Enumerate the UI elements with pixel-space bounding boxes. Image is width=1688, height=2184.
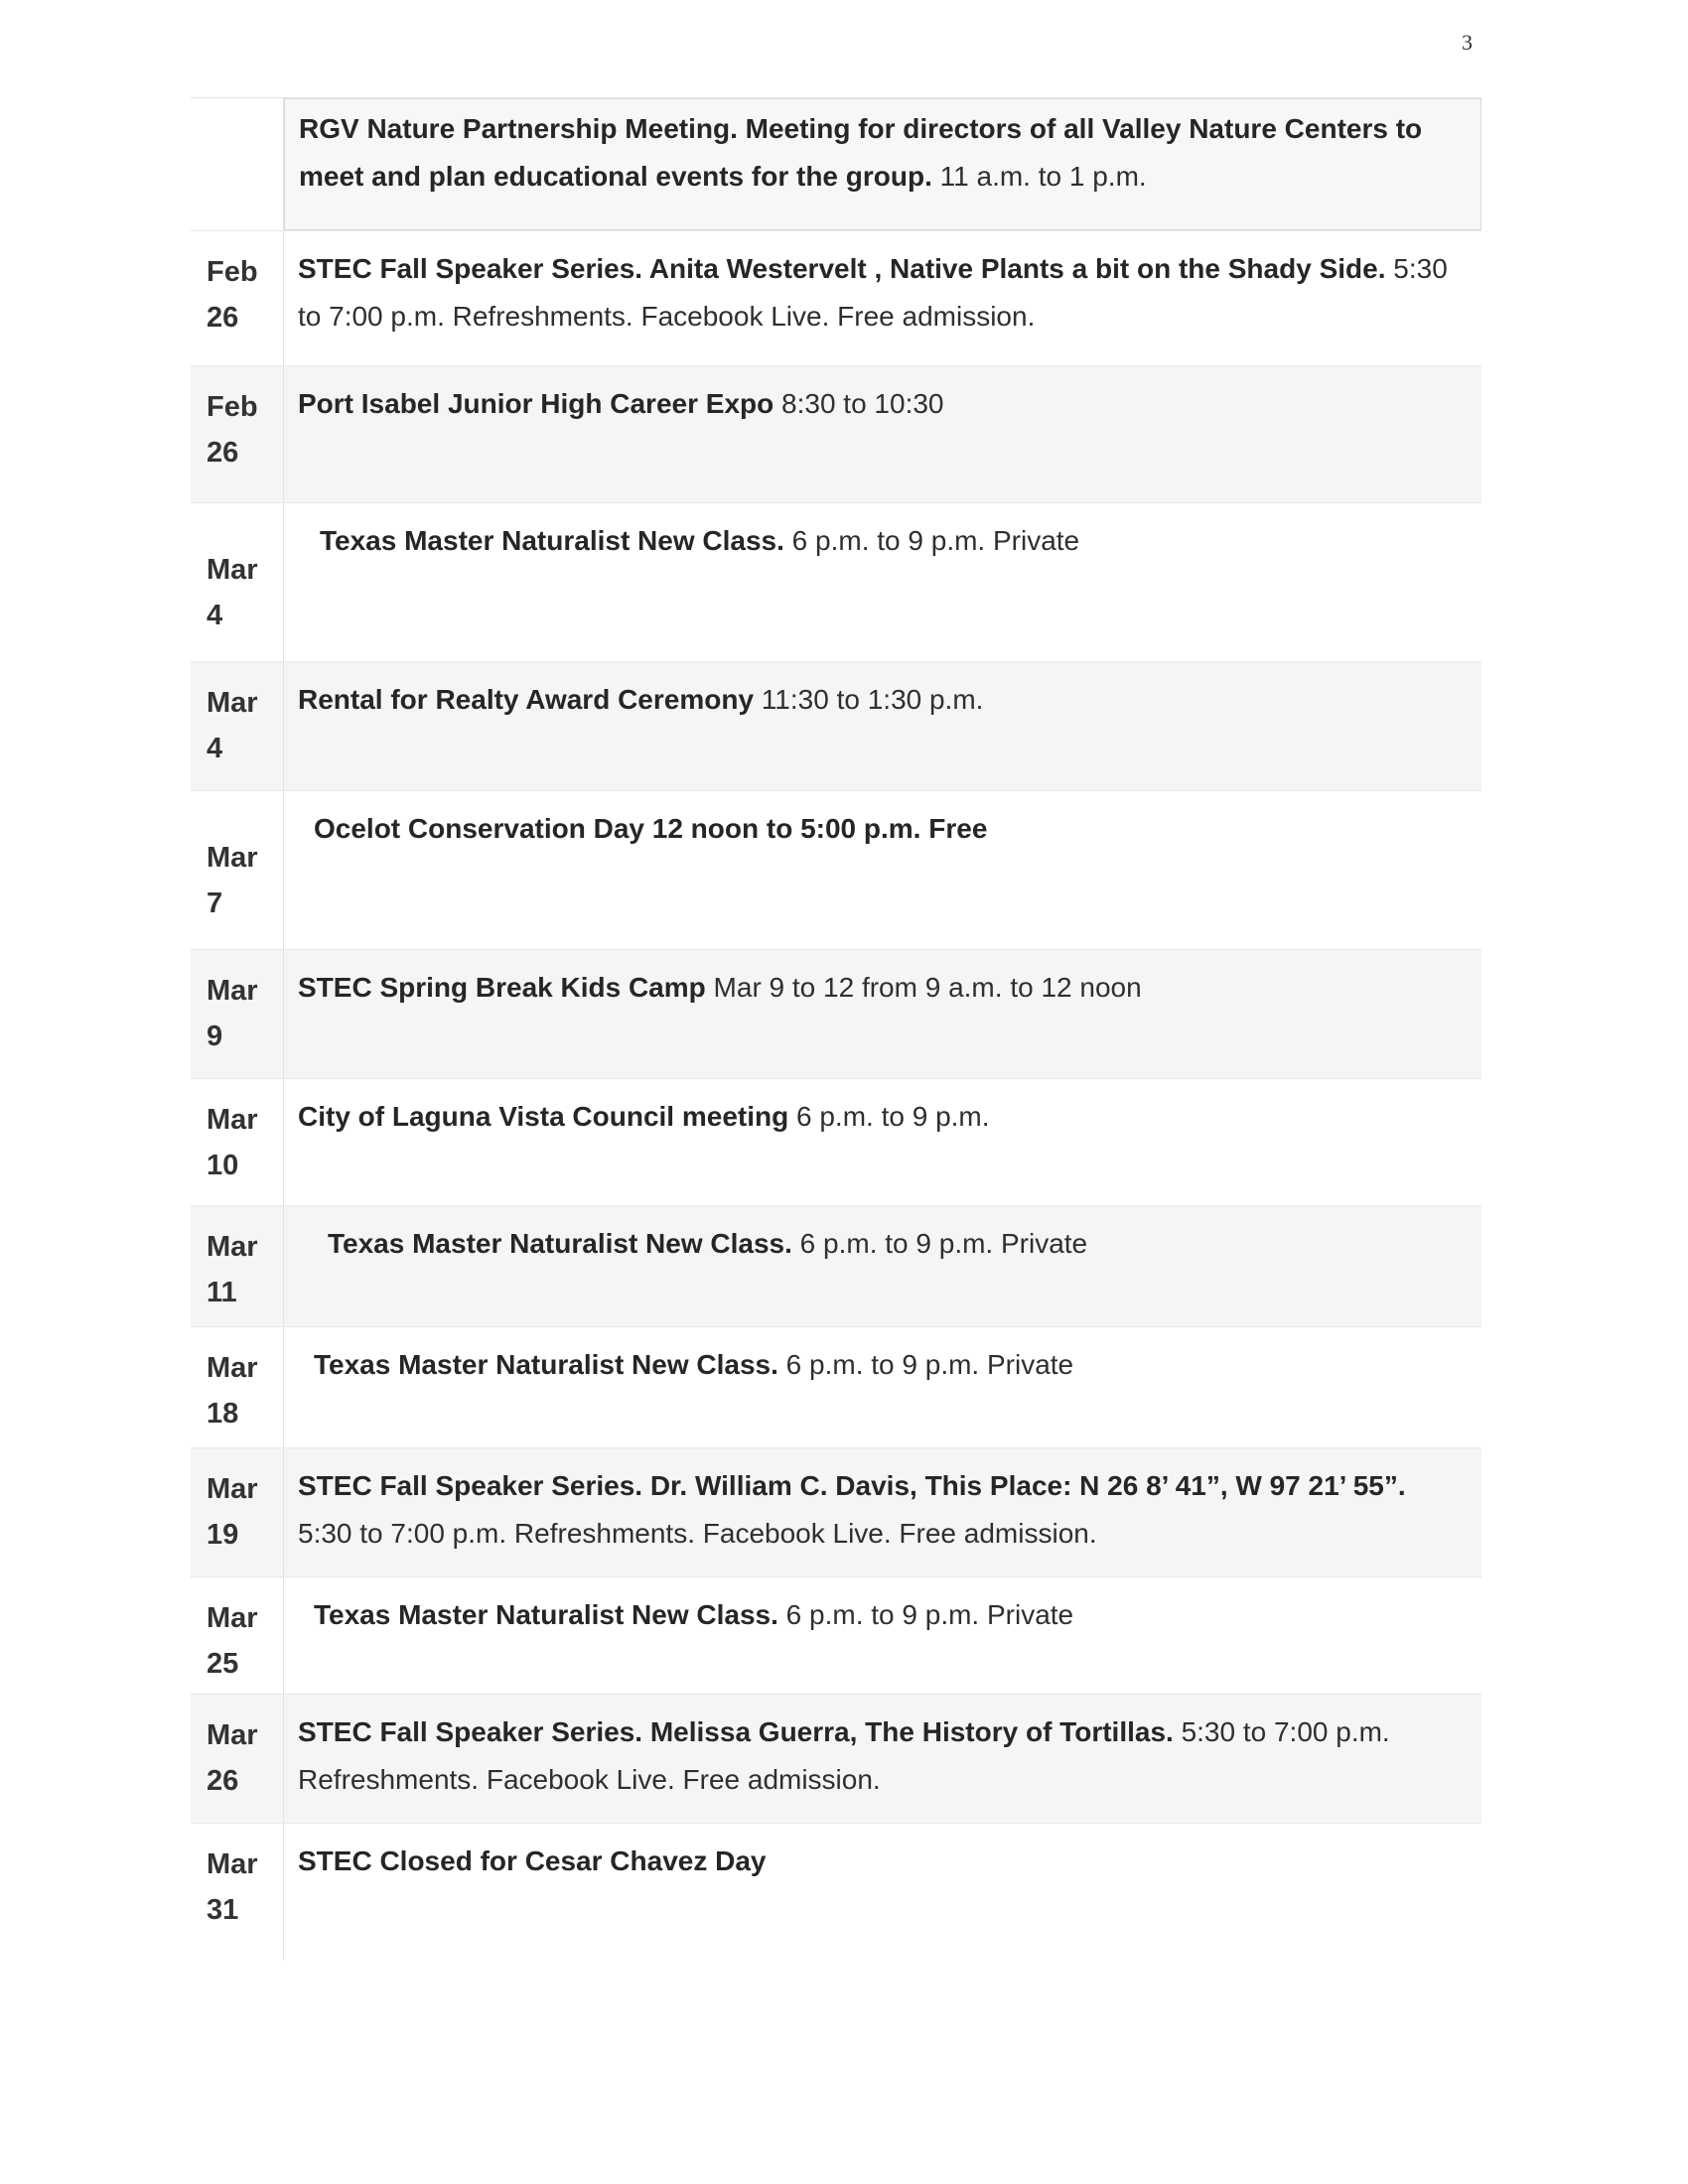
table-row	[191, 1206, 1481, 1327]
event-description	[284, 366, 1481, 502]
event-details: 6 p.m. to 9 p.m.	[788, 1101, 990, 1132]
date-cell	[191, 1079, 284, 1205]
event-description	[284, 1079, 1481, 1205]
event-month: Mar	[207, 1231, 258, 1263]
event-description	[284, 791, 1481, 949]
event-title: STEC Fall Speaker Series. Melissa Guerra, The History of Tortillas.	[298, 1716, 1174, 1747]
event-title: STEC Fall Speaker Series. Anita Westervelt , Native Plants a bit on the Shady Side.	[298, 253, 1386, 284]
event-month: Mar	[207, 1848, 258, 1880]
event-month: Mar	[207, 1602, 258, 1634]
event-title: Texas Master Naturalist New Class.	[314, 1349, 778, 1380]
table-row	[191, 1327, 1481, 1448]
table-row	[191, 1824, 1481, 1961]
event-schedule-table	[191, 97, 1481, 1961]
event-details: 6 p.m. to 9 p.m. Private	[783, 525, 1080, 556]
event-title: Port Isabel Junior High Career Expo	[298, 388, 774, 419]
event-details: 5:30 to 7:00 p.m. Refreshments. Facebook Live. Free admission.	[298, 1716, 1390, 1795]
table-row	[191, 662, 1481, 791]
date-cell	[191, 503, 284, 661]
event-title: Ocelot Conservation Day 12 noon to 5:00 p.m. Free	[314, 813, 988, 844]
table-row	[191, 98, 1481, 231]
event-title: Texas Master Naturalist New Class.	[314, 1599, 778, 1630]
event-month: Mar	[207, 842, 258, 874]
event-title: Rental for Realty Award Ceremony	[298, 684, 755, 715]
date-cell	[191, 1695, 284, 1823]
date-cell	[191, 1448, 284, 1576]
event-day: 26	[207, 437, 239, 469]
event-day: 26	[207, 1765, 239, 1797]
table-row	[191, 1448, 1481, 1577]
event-description	[284, 1577, 1481, 1694]
table-row	[191, 1079, 1481, 1206]
table-row	[191, 950, 1481, 1079]
table-row	[191, 1695, 1481, 1824]
date-cell	[191, 1824, 284, 1961]
event-title: STEC Spring Break Kids Camp	[298, 972, 706, 1003]
event-details: 5:30 to 7:00 p.m. Refreshments. Facebook Live. Free admission.	[298, 253, 1448, 332]
date-cell	[191, 662, 284, 790]
table-row	[191, 366, 1481, 503]
event-day: 4	[207, 600, 223, 631]
date-cell	[191, 791, 284, 949]
table-row	[191, 791, 1481, 950]
event-month: Mar	[207, 687, 258, 719]
event-title: STEC Closed for Cesar Chavez Day	[298, 1845, 767, 1876]
event-details: 6 p.m. to 9 p.m. Private	[777, 1349, 1074, 1380]
event-description	[284, 503, 1481, 661]
date-cell	[191, 1206, 284, 1326]
event-month: Mar	[207, 975, 258, 1007]
event-details: 6 p.m. to 9 p.m. Private	[777, 1599, 1074, 1630]
event-title: Texas Master Naturalist New Class.	[328, 1228, 792, 1259]
event-day: 19	[207, 1519, 239, 1551]
event-details: 5:30 to 7:00 p.m. Refreshments. Facebook Live. Free admission.	[298, 1518, 1097, 1549]
event-day: 10	[207, 1150, 239, 1181]
event-month: Feb	[207, 256, 258, 288]
event-month: Mar	[207, 1104, 258, 1136]
date-cell	[191, 98, 284, 230]
event-description	[284, 1448, 1481, 1576]
event-details: 8:30 to 10:30	[774, 388, 944, 419]
event-day: 11	[207, 1277, 237, 1308]
table-row	[191, 231, 1481, 366]
event-month: Mar	[207, 554, 258, 586]
event-details: 11 a.m. to 1 p.m.	[931, 161, 1147, 192]
event-day: 4	[207, 733, 223, 764]
event-day: 26	[207, 302, 239, 334]
event-month: Mar	[207, 1719, 258, 1751]
event-day: 25	[207, 1648, 239, 1680]
date-cell	[191, 231, 284, 365]
event-description	[284, 662, 1481, 790]
event-month: Feb	[207, 391, 258, 423]
event-description	[284, 1824, 1481, 1961]
event-month: Mar	[207, 1473, 258, 1505]
event-description	[284, 950, 1481, 1078]
event-month: Mar	[207, 1352, 258, 1384]
date-cell	[191, 366, 284, 502]
date-cell	[191, 1577, 284, 1694]
event-day: 7	[207, 887, 223, 919]
table-row	[191, 1577, 1481, 1695]
event-description	[284, 1327, 1481, 1447]
page-number: 3	[1462, 30, 1473, 55]
event-details: 6 p.m. to 9 p.m. Private	[791, 1228, 1088, 1259]
event-title: RGV Nature Partnership Meeting. Meeting for directors of all Valley Nature Centers to meet and plan educational events for the group.	[299, 113, 1423, 192]
event-description	[284, 1206, 1481, 1326]
event-description	[284, 1695, 1481, 1823]
event-title: STEC Fall Speaker Series. Dr. William C. Davis, This Place: N 26 8’ 41”, W 97 21’ 55”.	[298, 1470, 1406, 1501]
event-title: Texas Master Naturalist New Class.	[320, 525, 784, 556]
date-cell	[191, 1327, 284, 1447]
event-description	[284, 98, 1481, 230]
event-day: 18	[207, 1398, 239, 1430]
table-row	[191, 503, 1481, 662]
event-description	[284, 231, 1481, 365]
event-day: 31	[207, 1894, 239, 1926]
event-title: City of Laguna Vista Council meeting	[298, 1101, 789, 1132]
event-details: Mar 9 to 12 from 9 a.m. to 12 noon	[705, 972, 1142, 1003]
date-cell	[191, 950, 284, 1078]
event-day: 9	[207, 1021, 223, 1052]
event-details: 11:30 to 1:30 p.m.	[754, 684, 984, 715]
